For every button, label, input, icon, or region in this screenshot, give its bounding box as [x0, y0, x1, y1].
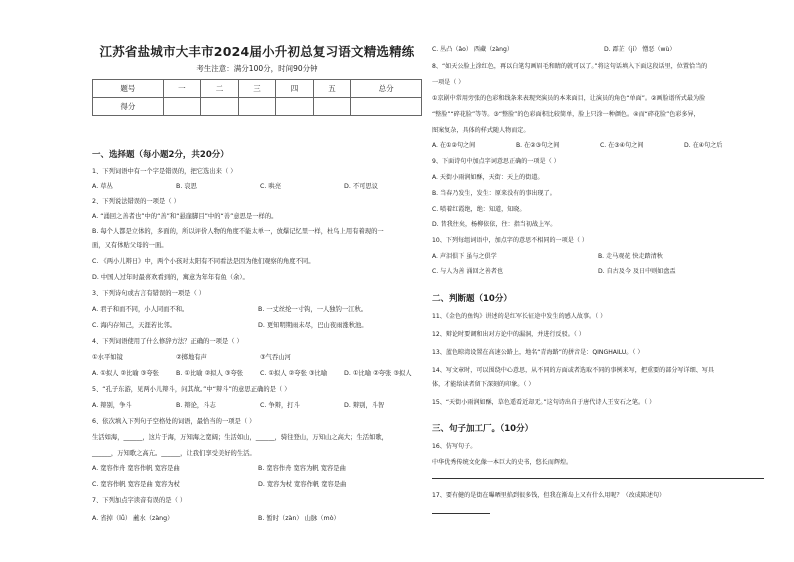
question-line: 9、下面诗句中加点字词意思正确的一项是（ ） [432, 158, 560, 165]
score-header-cell: 题号 [93, 80, 164, 98]
option-line: C. 《两小儿辩日》中，两个小孩对太阳有不同看法是因为他们观察的角度不同。 [92, 258, 315, 265]
judge-item: 11、《金色的鱼钩》讲述的是红军长征途中发生的感人故事。（ ） [432, 313, 607, 320]
option-a: A. 声泪俱下 虽与之俱学 [432, 253, 497, 260]
option-d: D. 辩别，斗智 [344, 402, 385, 409]
option-c: C. 与人为善 涌回之善者也 [432, 268, 504, 275]
option-d: D. 在④句之后 [684, 142, 723, 149]
section-3-heading: 三、句子加工厂。（10分） [432, 424, 534, 434]
exam-title: 江苏省盐城市大丰市2024届小升初总复习语文精选精练 [99, 44, 415, 59]
option-a: A. 草丛 [92, 183, 113, 190]
passage-line: “整脸”“碎花脸”等等。③“整脸”的色彩面积比较简单，脸上只涂一种颜色。④而“碎花脸”色彩多异， [432, 111, 700, 118]
option-b: B. 走马观花 快走踏清秋 [598, 253, 663, 260]
judge-item: 14、写文章时，可以围绕中心意思，从不同的方面或者选取不同的事例来写，把重要的部分写详细、写具 [432, 367, 714, 374]
score-header-cell: 三 [238, 80, 276, 98]
exam-notice: 考生注意：满分100分，时间90分钟 [196, 64, 318, 73]
score-header-cell: 四 [276, 80, 314, 98]
option-c: C. 宽容作帆 宽容是曲 宽容为杖 [92, 481, 180, 488]
judge-item: 12、辩论时要调和出对方论中的漏洞，并进行反驳。（ ） [432, 331, 585, 338]
question-line: 3、下列诗句或古言有错误的一项是（ ） [92, 290, 206, 297]
option-d: D. 不可思议 [344, 183, 379, 190]
option-line: D. 昔我往矣，杨柳依依，往：指当初战上军。 [432, 221, 557, 228]
judge-item: 13、蓝色晾湾设置在高速公路上，地名“青海路”的拼音是：QINGHAILU。（ ） [432, 349, 644, 356]
answer-line[interactable] [432, 513, 490, 514]
question-line: 17、要有健的是街在曝晒里掐到很多钱，但我在渐岛上又有什么用呢？（改成陈述句） [432, 492, 666, 499]
question-line: 7、下列加点字读音有误的是（ ） [92, 497, 187, 504]
option-a: A. 辩别，争斗 [92, 402, 132, 409]
score-header-cell: 二 [201, 80, 239, 98]
score-header-cell: 一 [163, 80, 201, 98]
option-line: B. 当春乃发生，发生：原来没有的事出现了。 [432, 190, 556, 197]
score-cell[interactable] [351, 98, 422, 116]
question-text: ______，万知歌之高亢。______，让我们享受美好的生活。 [92, 450, 256, 457]
option-a: A. 君子和而不同，小人同而不和。 [92, 306, 189, 313]
phrase-item: ②掷地有声 [176, 354, 207, 361]
option-a: A. 宽容作舟 宽容作帆 宽容是曲 [92, 465, 180, 472]
option-line: D. 中国人过年时最喜欢看到的，寓意为年年有鱼（余）。 [92, 274, 249, 281]
question-text: 中华优秀传统文化像一本巨大的史书，悠长而辉煌。 [432, 459, 573, 466]
score-cell[interactable] [313, 98, 351, 116]
score-row-label: 得分 [93, 98, 164, 116]
question-line: 10、下列每组词语中，加点字的意思不相同的一项是（ ） [432, 237, 588, 244]
option-d: D. 自古及今 及日中则如盘盂 [598, 268, 676, 275]
answer-line[interactable] [432, 478, 764, 479]
score-header-cell: 五 [313, 80, 351, 98]
score-cell[interactable] [276, 98, 314, 116]
option-d: D. 宽容为杖 宽容作帆 宽容是曲 [258, 481, 347, 488]
option-line: A. “涌回之善者也”中的“善”和“悬崖脚目”中的“善”意思是一样的。 [92, 213, 278, 220]
option-b: B. 在②③句之间 [516, 142, 560, 149]
option-b: B. 暂时（zàn） 山脉（mò） [258, 515, 340, 522]
option-c: C. 海内存知己，天涯若比邻。 [92, 322, 176, 329]
option-b: B. 一丈丝纶一寸钩，一人独钓一江秋。 [258, 306, 368, 313]
question-line: 4、下列词语使用了什么修辞方法？正确的一项是（ ） [92, 338, 243, 345]
option-a: A. 在①②句之间 [432, 142, 476, 149]
option-c: C. 哄亮 [260, 183, 281, 190]
question-line: 8、“如天公脸上涂红色，再以白笔勾画眉毛和睛的就可以了。”将这句话填入下面这段话里，位置恰当的 [432, 63, 708, 70]
score-header-row [93, 80, 422, 98]
option-c: C. 在③④句之间 [600, 142, 644, 149]
option-line: B. 每个人都是立体的，多面的，所以评价人物的角度不能太单一，放爆记忆里一样，杜鸟上用有着现的一 [92, 228, 384, 235]
option-d: D. 霹芷（jí） 憎恶（wù） [604, 46, 676, 53]
score-cell[interactable] [201, 98, 239, 116]
phrase-item: ①水平如镜 [92, 354, 123, 361]
question-line: 2、下列说法错误的一项是（ ） [92, 198, 180, 205]
option-c: C. 丛凸（ǎo） 西藏（zàng） [432, 46, 513, 53]
option-a: A. ①拟人 ②比喻 ③夸张 [92, 370, 159, 377]
option-a: A. 省掉（lǚ） 蘸水（zàng） [92, 515, 174, 522]
passage-line: ①京剧中常用旁张的色彩和线条来表现突演员的本来面目，让演员的角色“单面”。②画脸谱所式最为脸 [432, 95, 706, 102]
option-b: B. ①比喻 ②拟人 ③夸张 [176, 370, 244, 377]
option-line: C. 喷着红霞绝，绝：知道，知晓。 [432, 206, 526, 213]
option-line: 面，又有体贴父母的一面。 [92, 242, 168, 249]
option-line: A. 天街小雨润如酥，天街：天上的街道。 [432, 174, 544, 181]
section-2-heading: 二、判断题（10分） [432, 294, 512, 304]
score-header-cell: 总分 [351, 80, 422, 98]
judge-item: 15、“天街小雨润如酥，草色遥看近却无。”这句诗出自于唐代诗人王安石之笔。（ ） [432, 399, 656, 406]
option-c: C. ①拟人 ②夸张 ③比喻 [260, 370, 328, 377]
question-text: 生活如海，______，这片于海，万知海之宽阔；生活如山，______，骑往登山，万知山之高大；生活如歌， [92, 434, 388, 441]
question-line: 一项是（ ） [432, 79, 465, 86]
option-b: B. 辩论，斗志 [176, 402, 216, 409]
judge-item: 体，才能给读者留下深刻的印象。（ ） [432, 381, 535, 388]
passage-line: 图案复杂，具体的样式随人物而定。 [432, 127, 530, 134]
option-c: C. 争辩，打斗 [260, 402, 300, 409]
question-line: 5、“孔子东游，见两小儿辩斗，问其故。”中“辩斗”的意思正确的是（ ） [92, 386, 291, 393]
question-line: 6、依次填入下列句子空格处的词语，最恰当的一项是（ ） [92, 418, 256, 425]
option-d: D. ①比喻 ②夸张 ③拟人 [344, 370, 412, 377]
question-line: 1、下列词语中有一个字是错误的，把它选出来（ ） [92, 168, 237, 175]
score-value-row [93, 98, 422, 116]
phrase-item: ③气吞山河 [260, 354, 291, 361]
section-1-heading: 一、选择题（每小题2分，共20分） [92, 150, 229, 160]
option-b: B. 宽容作舟 宽容为帆 宽容是曲 [258, 465, 346, 472]
score-table [92, 79, 422, 116]
option-d: D. 更知明期雨未尽，巴山夜雨涨秋池。 [258, 322, 368, 329]
question-line: 16、仿写句子。 [432, 443, 477, 450]
score-cell[interactable] [238, 98, 276, 116]
option-b: B. 哀思 [176, 183, 197, 190]
score-cell[interactable] [163, 98, 201, 116]
